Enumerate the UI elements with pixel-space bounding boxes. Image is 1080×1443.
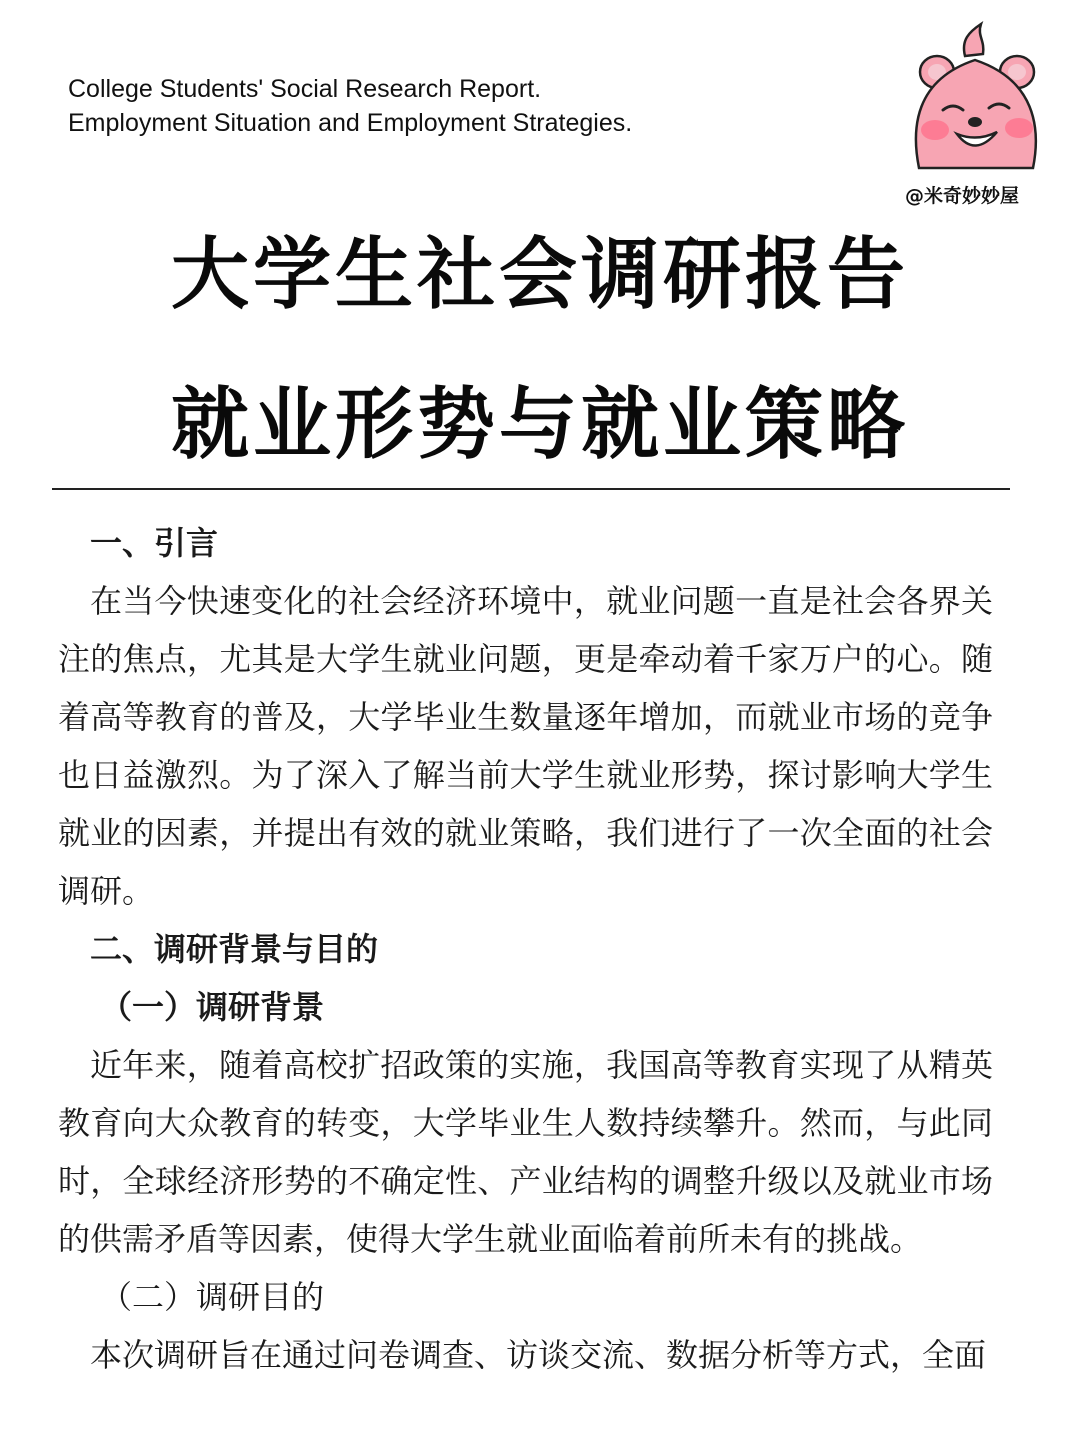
purpose-paragraph: 本次调研旨在通过问卷调查、访谈交流、数据分析等方式，全面	[90, 1336, 987, 1374]
watermark-handle: @米奇妙妙屋	[905, 185, 1020, 207]
english-subtitle	[68, 72, 632, 140]
title-divider	[52, 488, 1010, 490]
subsection-heading-background: （一）调研背景	[100, 988, 325, 1026]
pink-bear-mascot-icon	[905, 18, 1045, 170]
intro-paragraph: 在当今快速变化的社会经济环境中，就业问题一直是社会各界关注的焦点，尤其是大学生就业问题，更是牵动着千家万户的心。随着高等教育的普及，大学毕业生数量逐年增加，而就业市场的竞争也日益激烈。为了深入了解当前大学生就业形势，探讨影响大学生就业的因素，并提出有效的就业策略，我们进行了一次全面的社会调研。	[58, 582, 993, 910]
section-heading-intro: 一、引言	[90, 524, 219, 562]
english-subtitle-line-1: College Students' Social Research Report.	[68, 75, 542, 103]
subsection-heading-purpose: （二）调研目的	[100, 1278, 325, 1316]
main-subtitle: 就业形势与就业策略	[170, 380, 909, 470]
main-title: 大学生社会调研报告	[170, 230, 909, 320]
english-subtitle-line-2: Employment Situation and Employment Strategies.	[68, 109, 633, 137]
section-heading-background: 二、调研背景与目的	[90, 930, 379, 968]
report-body	[58, 514, 993, 1384]
background-paragraph: 近年来，随着高校扩招政策的实施，我国高等教育实现了从精英教育向大众教育的转变，大学毕业生人数持续攀升。然而，与此同时，全球经济形势的不确定性、产业结构的调整升级以及就业市场的供需矛盾等因素，使得大学生就业面临着前所未有的挑战。	[58, 1046, 993, 1258]
